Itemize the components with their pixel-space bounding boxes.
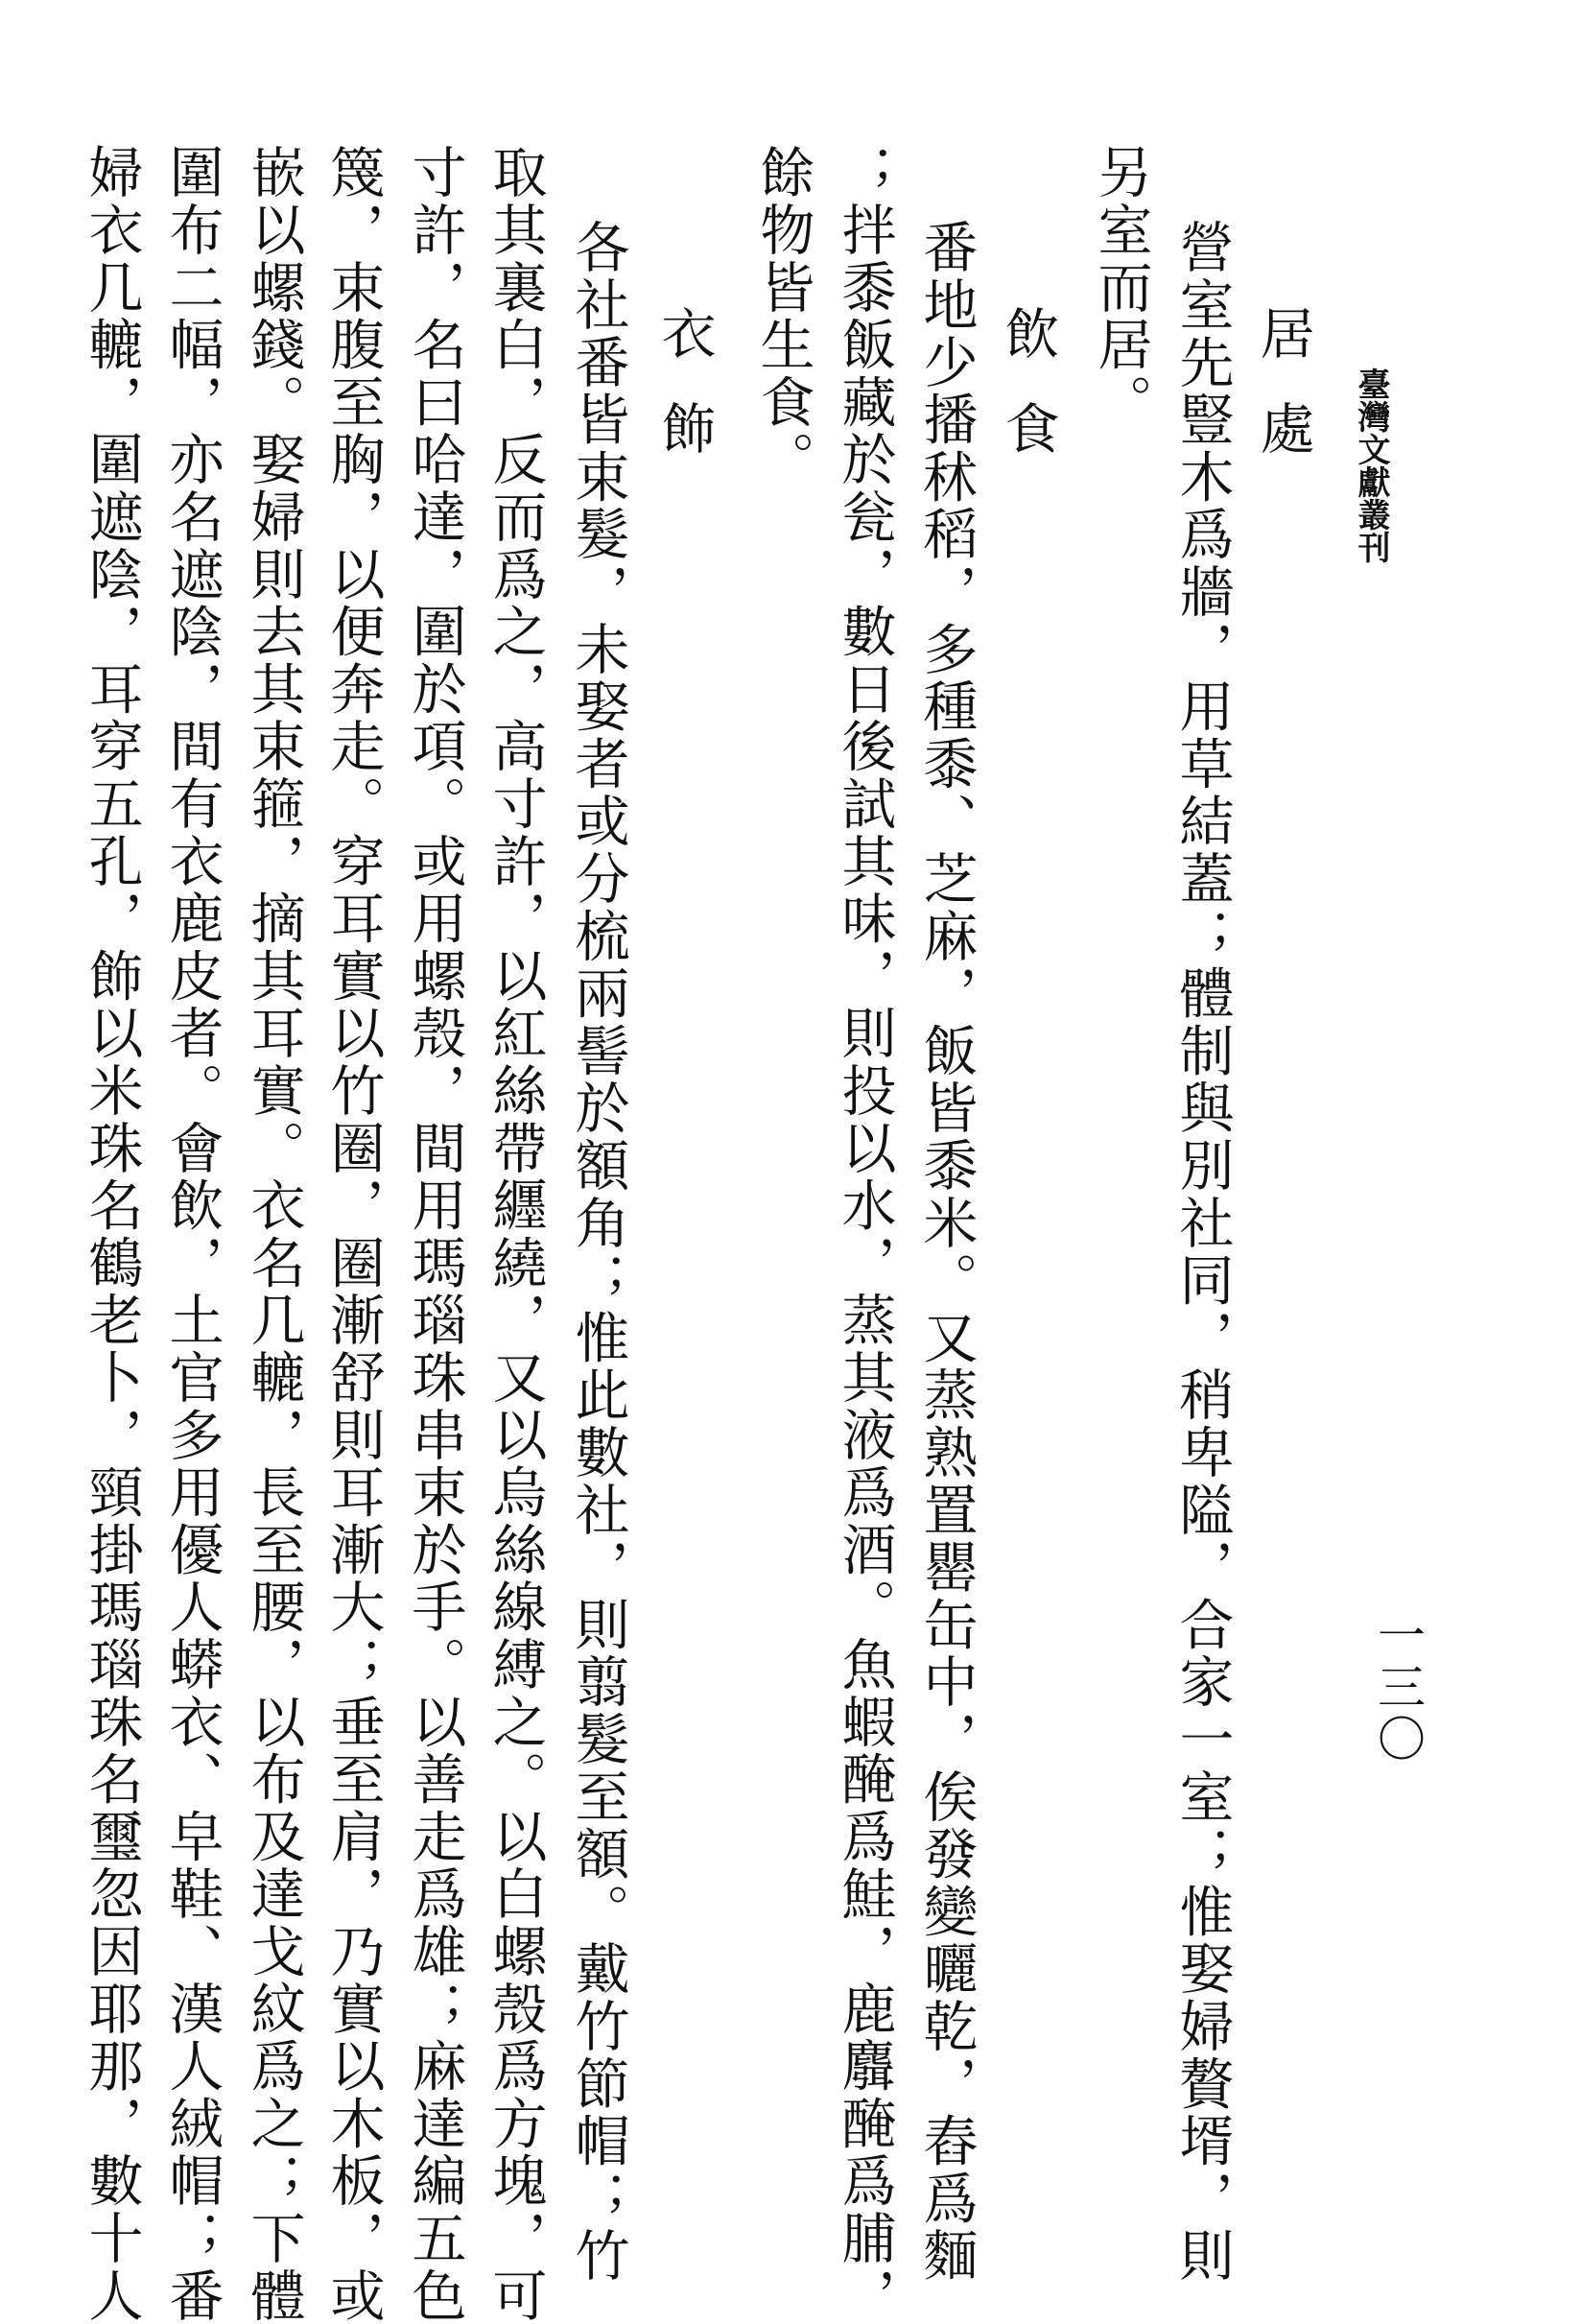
series-title: 臺灣文獻叢刊: [1352, 368, 1390, 563]
clothing-line-3: 寸許，名曰哈達，圍於項。或用螺殼，間用瑪瑙珠串束於手。以善走爲雄；麻達編五色: [403, 144, 466, 2324]
clothing-line-4: 篾，束腹至胸，以便奔走。穿耳實以竹圈，圈漸舒則耳漸大；垂至肩，乃實以木板，或: [321, 144, 385, 2324]
clothing-line-2: 取其裏白，反而爲之，高寸許，以紅絲帶纒繞，又以烏絲線縛之。以白螺殼爲方塊，可: [484, 144, 547, 2324]
clothing-line-7: 婦衣几轆，圍遮陰，耳穿五孔，飾以米珠名鶴老卜，頸掛瑪瑙珠名璽忽因耶那，數十人: [80, 144, 143, 2324]
clothing-line-1: 各社番皆束髮，未娶者或分梳兩髻於額角；惟此數社，則翦髮至額。戴竹節帽；竹: [566, 219, 629, 2285]
residence-line-2: 另室而居。: [1089, 144, 1152, 431]
food-line-2: ；拌黍飯藏於瓮，數日後試其味，則投以水，蒸其液爲酒。魚蝦醃爲鮭，鹿麛醃爲脯，: [833, 144, 896, 2324]
section-heading-residence: 居處: [1251, 305, 1314, 495]
section-heading-food: 飲食: [996, 305, 1059, 495]
clothing-line-6: 圍布二幅，亦名遮陰，間有衣鹿皮者。會飲，土官多用優人蟒衣、皁鞋、漢人絨帽；番: [160, 144, 224, 2324]
clothing-line-5: 嵌以螺錢。娶婦則去其束箍，摘其耳實。衣名几轆，長至腰，以布及達戈紋爲之；下體: [242, 144, 305, 2324]
section-heading-clothing: 衣飾: [652, 305, 716, 495]
residence-line-1: 營室先豎木爲牆，用草結蓋；體制與別社同，稍卑隘，合家一室；惟娶婦贅壻，則: [1170, 219, 1234, 2285]
food-line-1: 番地少播秫稻，多種黍、芝麻，飯皆黍米。又蒸熟置罌缶中，俟發變曬乾，舂爲麵: [914, 219, 978, 2285]
food-line-3: 餘物皆生食。: [751, 144, 814, 488]
page-number: 一三〇: [1370, 1610, 1426, 1766]
